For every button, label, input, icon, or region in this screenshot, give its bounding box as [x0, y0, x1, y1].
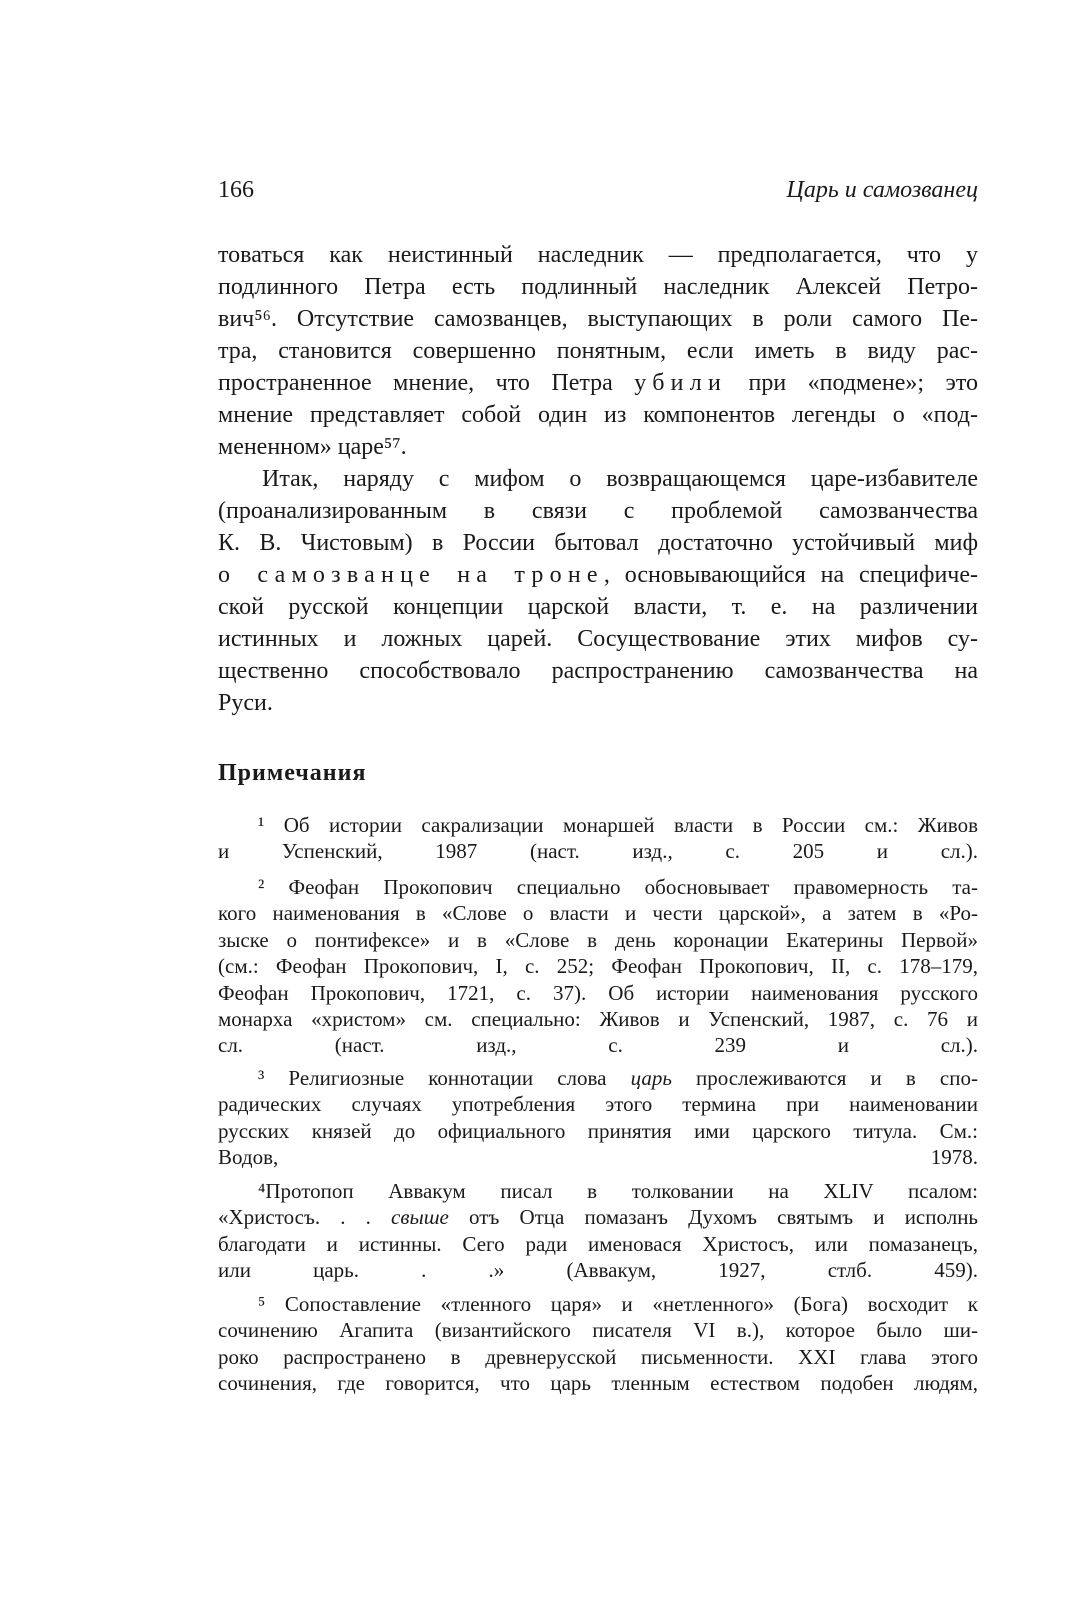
note-line: радических случаях употребления этого термина при наименовании: [218, 1092, 978, 1117]
text-segment: ³ Религиозные коннотации слова: [258, 1066, 631, 1090]
body-line: мененном» царе⁵⁷.: [218, 434, 407, 460]
body-line: ской русской концепции царской власти, т. е. на различении: [218, 594, 978, 620]
body-line: товаться как неистинный наследник — предполагается, что у: [218, 242, 978, 268]
note-line: благодати и истинны. Сего ради именовася Христосъ, или помазанецъ,: [218, 1231, 978, 1256]
note-line: роко распространено в древнерусской письменности. XXI глава этого: [218, 1344, 978, 1369]
body-line: К. В. Чистовым) в России бытовал достаточно устойчивый миф: [218, 530, 978, 556]
note-line: ² Феофан Прокопович специально обосновывает правомерность та-: [258, 875, 978, 899]
notes-heading: Примечания: [218, 760, 367, 786]
note-line: (см.: Феофан Прокопович, I, с. 252; Феофан Прокопович, II, с. 178–179,: [218, 954, 978, 979]
italic-text-segment: свыше: [391, 1205, 449, 1230]
body-line: щественно способствовало распространению самозванчества на: [218, 658, 978, 684]
text-segment: пространенное мнение, что Петра: [218, 370, 635, 396]
note-line: ¹ Об истории сакрализации монаршей власти в России см.: Живов: [258, 813, 978, 837]
note-line: ⁴Протопоп Аввакум писал в толковании на XLIV псалом:: [258, 1179, 978, 1203]
note-line: и Успенский, 1987 (наст. изд., с. 205 и сл.).: [218, 839, 978, 864]
note-line: сочинению Агапита (византийского писателя VI в.), которое было ши-: [218, 1318, 978, 1343]
text-segment: , основывающийся на специфиче-: [603, 562, 978, 588]
page-header: [218, 174, 978, 206]
note-line: или царь. . .» (Аввакум, 1927, стлб. 459).: [218, 1258, 978, 1283]
body-line: Руси.: [218, 690, 273, 716]
spaced-text-segment: о самозванце на троне: [218, 562, 604, 588]
text-segment: прослеживаются и в спо-: [671, 1066, 978, 1090]
note-line: кого наименования в «Слове о власти и чести царской», а затем в «Ро-: [218, 901, 978, 926]
body-line: вич⁵⁶. Отсутствие самозванцев, выступающих в роли самого Пе-: [218, 306, 978, 332]
note-line: русских князей до официального принятия ими царского титула. См.:: [218, 1118, 978, 1143]
page-number: 166: [218, 177, 254, 203]
note-line: зыске о понтифексе» и в «Слове в день коронации Екатерины Первой»: [218, 927, 978, 952]
body-line: тра, становится совершенно понятным, если иметь в виду рас-: [218, 338, 978, 364]
footnote-1: [218, 812, 978, 865]
spaced-text-segment: убили: [634, 370, 728, 396]
note-line: Феофан Прокопович, 1721, с. 37). Об истории наименования русского: [218, 980, 978, 1005]
text-segment: отъ Отца помазанъ Духомъ святымъ и исполнь: [448, 1205, 978, 1230]
note-line: сл. (наст. изд., с. 239 и сл.).: [218, 1033, 978, 1058]
italic-text-segment: царь: [630, 1066, 672, 1090]
main-text: [218, 239, 978, 719]
note-line: [218, 1065, 978, 1091]
footnote-5: [218, 1291, 978, 1397]
footnote-2: [218, 874, 978, 1059]
text-segment: «Христосъ. . .: [218, 1205, 392, 1230]
note-line: [218, 1204, 978, 1230]
body-line: [218, 367, 978, 399]
body-line: (проанализированным в связи с проблемой самозванчества: [218, 498, 978, 524]
footnote-3: [218, 1065, 978, 1171]
note-line: сочинения, где говорится, что царь тленным естеством подобен людям,: [218, 1371, 978, 1396]
body-line: истинных и ложных царей. Сосуществование этих мифов су-: [218, 626, 978, 652]
body-line: подлинного Петра есть подлинный наследник Алексей Петро-: [218, 274, 978, 300]
note-line: Водов, 1978.: [218, 1145, 978, 1170]
footnote-4: [218, 1178, 978, 1284]
note-line: монарха «христом» см. специально: Живов и Успенский, 1987, с. 76 и: [218, 1006, 978, 1031]
running-title: Царь и самозванец: [786, 177, 978, 203]
note-line: ⁵ Сопоставление «тленного царя» и «нетленного» (Бога) восходит к: [258, 1292, 978, 1316]
text-segment: при «подмене»; это: [727, 370, 978, 396]
body-line: [218, 559, 978, 591]
body-line: Итак, наряду с мифом о возвращающемся царе-избавителе: [262, 466, 978, 492]
body-line: мнение представляет собой один из компонентов легенды о «под-: [218, 402, 978, 428]
